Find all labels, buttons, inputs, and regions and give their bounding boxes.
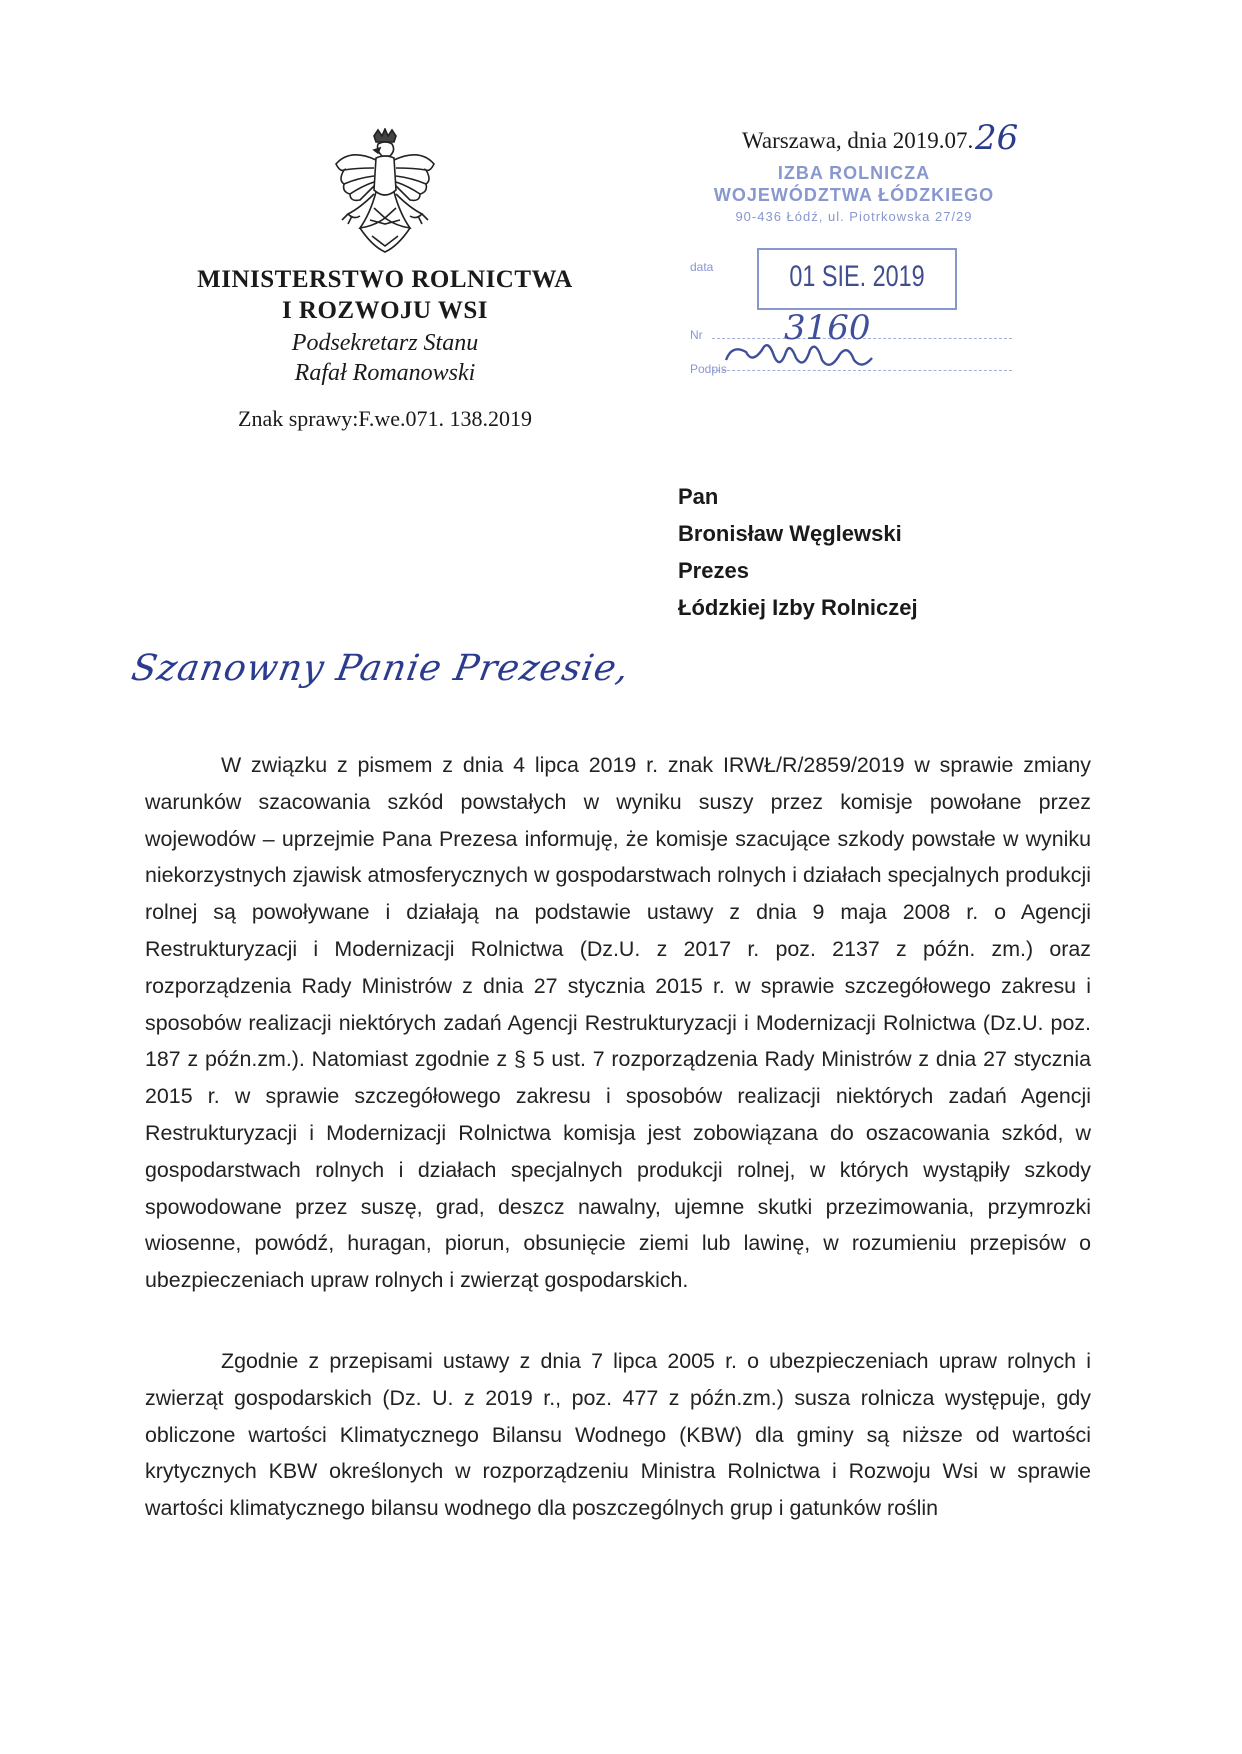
official-position: Podsekretarz Stanu xyxy=(291,330,479,356)
polish-eagle-emblem-icon xyxy=(330,128,440,256)
stamp-line2: WOJEWÓDZTWA ŁÓDZKIEGO xyxy=(713,185,995,205)
recipient-block xyxy=(678,478,918,626)
official-name: Rafał Romanowski xyxy=(294,360,476,386)
stamp-signature-icon xyxy=(722,330,892,376)
receipt-stamp xyxy=(682,160,1026,382)
body-paragraph-1 xyxy=(145,747,1091,1299)
stamp-line3: 90-436 Łódź, ul. Piotrkowska 27/29 xyxy=(735,209,973,224)
handwritten-day: 26 xyxy=(975,118,1019,158)
stamp-date: 01 SIE. 2019 xyxy=(789,260,925,293)
recipient-organization: Łódzkiej Izby Rolniczej xyxy=(678,595,918,620)
stamp-label-sign: Podpis xyxy=(690,362,727,376)
recipient-name: Bronisław Węglewski xyxy=(678,521,902,546)
date-line: Warszawa, dnia 2019.07. xyxy=(742,128,974,153)
stamp-label-nr: Nr xyxy=(690,328,703,342)
paragraph-text: W związku z pismem z dnia 4 lipca 2019 r. znak IRWŁ/R/2859/2019 w sprawie zmiany warunków szacowania szkód powstałych w wyniku suszy przez komisje powołane przez wojewodów – uprzejmie Pana Prezesa informuję, że komisje szacujące szkody powstałe w wyniku niekorzystnych zjawisk atmosferycznych w gospodarstwach rolnych i działach specjalnych produkcji rolnej są powoływane i działają na podstawie ustawy z dnia 9 maja 2008 r. o Agencji Restrukturyzacji i Modernizacji Rolnictwa (Dz.U. z 2017 r. poz. 2137 z późn. zm.) oraz rozporządzenia Rady Ministrów z dnia 27 stycznia 2015 r. w sprawie szczegółowego zakresu i sposobów realizacji niektórych zadań Agencji Restrukturyzacji i Modernizacji Rolnictwa (Dz.U. poz. 187 z późn.zm.). Natomiast zgodnie z § 5 ust. 7 rozporządzenia Rady Ministrów z dnia 27 stycznia 2015 r. w sprawie szczegółowego zakresu i sposobów realizacji niektórych zadań Agencji Restrukturyzacji i Modernizacji Rolnictwa komisja jest zobowiązana do oszacowania szkód, w gospodarstwach rolnych i działach specjalnych produkcji rolnej, w których wystąpiły szkody spowodowane przez suszę, grad, deszcz nawalny, ujemne skutki przezimowania, przymrozki wiosenne, powódź, huragan, piorun, obsunięcie ziemi lub lawinę, w rozumieniu przepisów o ubezpieczeniach upraw rolnych i zwierząt gospodarskich. xyxy=(145,753,1091,1293)
ministry-name-line2: I ROZWOJU WSI xyxy=(281,297,489,324)
stamp-date-box xyxy=(757,248,957,310)
paragraph-text: Zgodnie z przepisami ustawy z dnia 7 lipca 2005 r. o ubezpieczeniach upraw rolnych i zwierząt gospodarskich (Dz. U. z 2019 r., poz. 477 z późn.zm.) susza rolnicza występuje, gdy obliczone wartości Klimatycznego Bilansu Wodnego (KBW) dla gminy są niższe od wartości krytycznych KBW określonych w rozporządzeniu Ministra Rolnictwa i Rozwoju Wsi w sprawie wartości klimatycznego bilansu wodnego dla poszczególnych grup i gatunków roślin xyxy=(145,1349,1091,1521)
body-paragraph-2 xyxy=(145,1343,1091,1527)
case-reference: Znak sprawy:F.we.071. 138.2019 xyxy=(238,406,532,431)
stamp-line1: IZBA ROLNICZA xyxy=(777,163,931,183)
stamp-label-date: data xyxy=(690,260,714,274)
ministry-name-line1: MINISTERSTWO ROLNICTWA xyxy=(197,266,573,293)
recipient-title: Pan xyxy=(678,484,719,509)
stamp-number: 3160 xyxy=(784,308,871,348)
recipient-position: Prezes xyxy=(678,558,749,583)
handwritten-salutation: Szanowny Panie Prezesie, xyxy=(128,648,633,689)
